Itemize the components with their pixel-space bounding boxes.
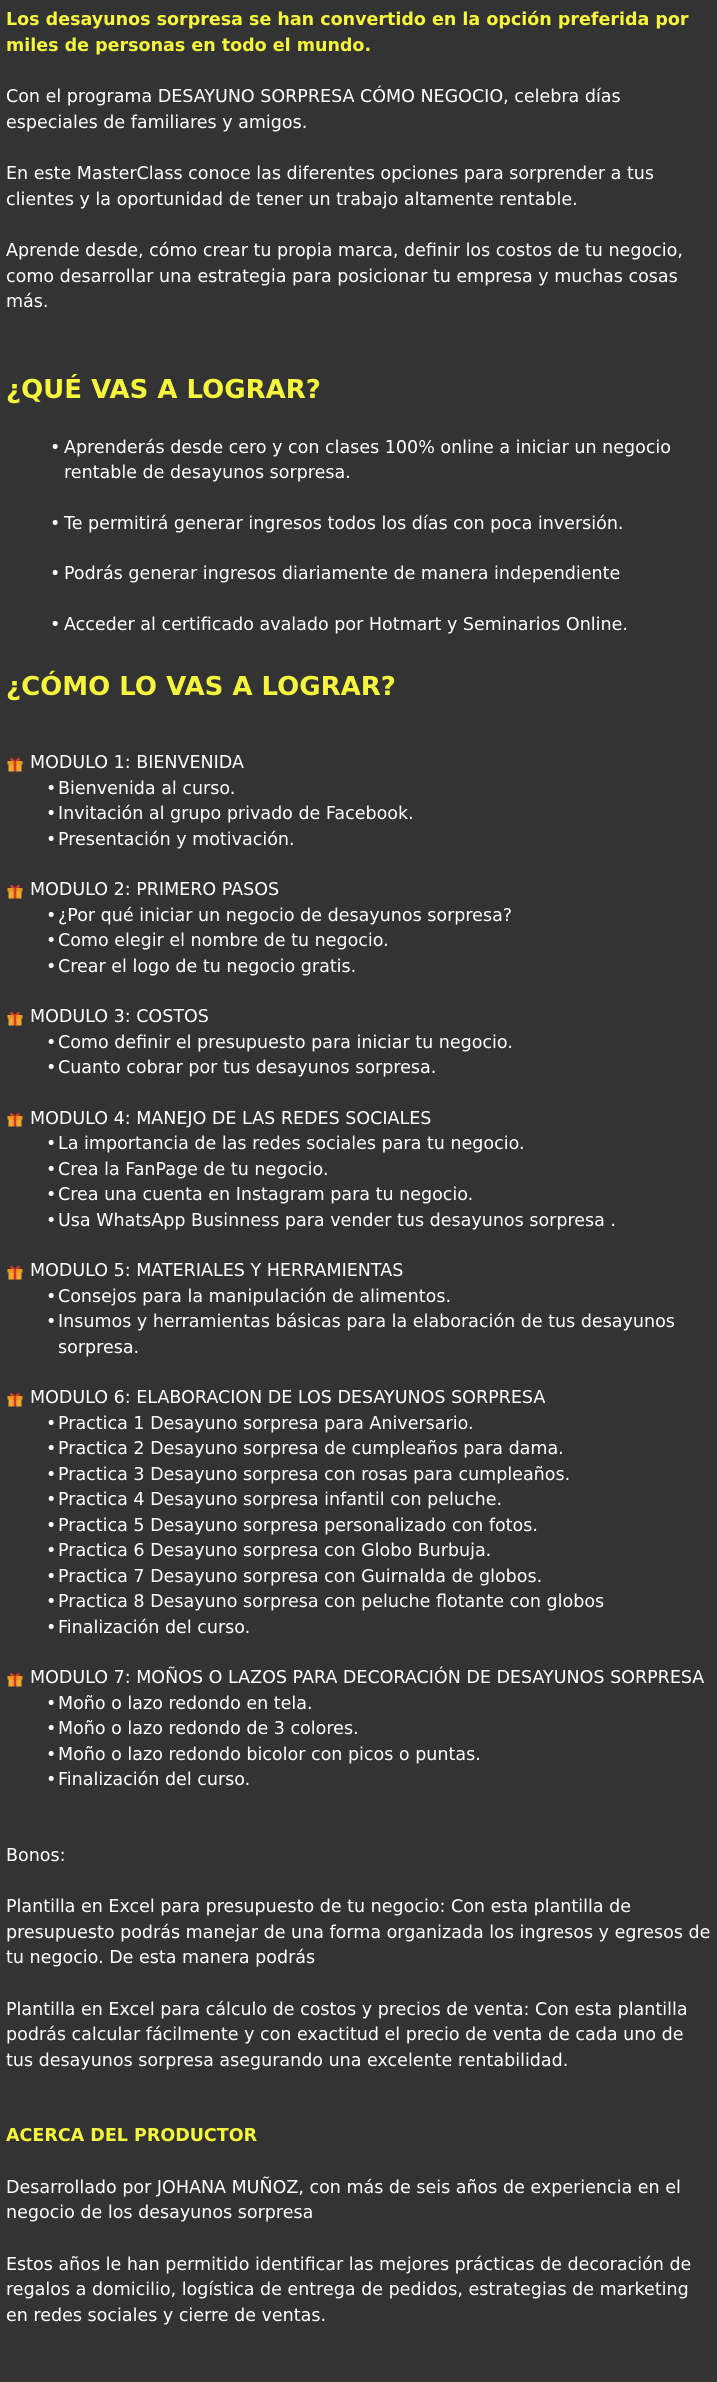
module-item: • Moño o lazo redondo bicolor con picos o puntas. [46,1743,711,1769]
gift-icon [6,1009,24,1027]
module-item: • Invitación al grupo privado de Facebook. [46,802,711,828]
intro-paragraph: Con el programa DESAYUNO SORPRESA CÓMO NEGOCIO, celebra días especiales de familiares y amigos. [6,87,621,133]
module-title: MODULO 7: MOÑOS O LAZOS PARA DECORACIÓN DE DESAYUNOS SORPRESA [30,1668,705,1688]
module-item: • Bienvenida al curso. [46,777,711,803]
module-item: • Insumos y herramientas básicas para la elaboración de tus desayunos sorpresa. [46,1310,711,1361]
module-item: • Crea la FanPage de tu negocio. [46,1158,711,1184]
module-item: • Practica 2 Desayuno sorpresa de cumpleaños para dama. [46,1437,711,1463]
module-title: MODULO 1: BIENVENIDA [30,753,244,773]
intro-paragraph: En este MasterClass conoce las diferentes opciones para sorprender a tus clientes y la oportunidad de tener un trabajo altamente rentable. [6,164,655,210]
module-item: • Practica 6 Desayuno sorpresa con Globo Burbuja. [46,1539,711,1565]
module-item: • Finalización del curso. [46,1616,711,1642]
module-title-row [6,1386,711,1412]
goals-list [6,436,711,639]
module-item: • Practica 5 Desayuno sorpresa personalizado con fotos. [46,1514,711,1540]
intro-paragraph: Aprende desde, cómo crear tu propia marca, definir los costos de tu negocio, como desarrollar una estrategia para posicionar tu empresa y muchas cosas más. [6,241,683,312]
producer-paragraph: Desarrollado por JOHANA MUÑOZ, con más de seis años de experiencia en el negocio de los desayunos sorpresa [6,2177,681,2223]
module-title: MODULO 4: MANEJO DE LAS REDES SOCIALES [30,1108,432,1129]
bonus-item: Plantilla en Excel para cálculo de costos y precios de venta: Con esta plantilla podrás calcular fácilmente y con exactitud el precio de venta de cada uno de tus desayunos sorpresa asegurando una excelente rentabilidad. [6,1999,688,2071]
goals-heading: ¿QUÉ VAS A LOGRAR? [6,374,321,405]
intro-lead: Los desayunos sorpresa se han convertido en la opción preferida por miles de personas en todo el mundo. [6,10,689,56]
goal-item: • Acceder al certificado avalado por Hotmart y Seminarios Online. [50,613,711,639]
module-item: • Moño o lazo redondo de 3 colores. [46,1717,711,1743]
module-item: • La importancia de las redes sociales para tu negocio. [46,1132,711,1158]
module-title-row [6,1005,711,1031]
module-block [6,751,711,853]
gift-icon [6,882,24,900]
module-block [6,1259,711,1361]
module-block [6,878,711,980]
module-title: MODULO 5: MATERIALES Y HERRAMIENTAS [30,1261,404,1281]
gift-icon [6,1390,24,1408]
module-item: • Como definir el presupuesto para iniciar tu negocio. [46,1031,711,1057]
module-item: • Usa WhatsApp Businness para vender tus desayunos sorpresa . [46,1209,711,1235]
module-items [6,1412,711,1642]
module-title: MODULO 6: ELABORACION DE LOS DESAYUNOS SORPRESA [30,1388,546,1408]
module-block [6,1386,711,1641]
goal-item: • Podrás generar ingresos diariamente de manera independiente [50,562,711,588]
module-title: MODULO 2: PRIMERO PASOS [30,880,280,900]
gift-icon [6,1110,24,1128]
gift-icon [6,755,24,773]
module-item: • Consejos para la manipulación de alimentos. [46,1285,711,1311]
module-item: • Crea una cuenta en Instagram para tu negocio. [46,1183,711,1209]
module-item: • Crear el logo de tu negocio gratis. [46,955,711,981]
module-title-row [6,1107,711,1133]
producer-paragraph: Estos años le han permitido identificar las mejores prácticas de decoración de regalos a domicilio, logística de entrega de pedidos, estrategias de marketing en redes sociales y cierre de ventas. [6,2254,692,2326]
module-title-row [6,1666,711,1692]
module-items [6,1031,711,1082]
module-item: • Finalización del curso. [46,1768,711,1794]
module-block [6,1107,711,1235]
module-items [6,777,711,854]
how-section [6,671,711,1794]
producer-heading: ACERCA DEL PRODUCTOR [6,2126,258,2146]
module-item: • Practica 7 Desayuno sorpresa con Guirnalda de globos. [46,1565,711,1591]
module-title-row [6,1259,711,1285]
module-item: • Moño o lazo redondo en tela. [46,1692,711,1718]
goal-item: • Te permitirá generar ingresos todos los días con poca inversión. [50,512,711,538]
module-title: MODULO 3: COSTOS [30,1007,209,1027]
module-block [6,1005,711,1082]
how-heading: ¿CÓMO LO VAS A LOGRAR? [6,672,396,702]
module-item: • Presentación y motivación. [46,828,711,854]
module-items [6,1692,711,1794]
module-item: • Cuanto cobrar por tus desayunos sorpresa. [46,1056,711,1082]
module-item: • Practica 4 Desayuno sorpresa infantil con peluche. [46,1488,711,1514]
module-items [6,904,711,981]
module-item: • ¿Por qué iniciar un negocio de desayunos sorpresa? [46,904,711,930]
module-item: • Practica 8 Desayuno sorpresa con peluche flotante con globos [46,1590,711,1616]
module-item: • Practica 3 Desayuno sorpresa con rosas para cumpleaños. [46,1463,711,1489]
gift-icon [6,1670,24,1688]
producer-section [6,2124,711,2329]
module-title-row [6,878,711,904]
intro-section [6,8,711,316]
module-items [6,1132,711,1234]
bonus-heading: Bonos: [6,1845,66,1866]
module-title-row [6,751,711,777]
gift-icon [6,1263,24,1281]
module-item: • Practica 1 Desayuno sorpresa para Aniversario. [46,1412,711,1438]
bonus-section [6,1844,711,2075]
module-item: • Como elegir el nombre de tu negocio. [46,929,711,955]
goals-section [6,374,711,639]
modules-list [6,751,711,1794]
module-block [6,1666,711,1794]
goal-item: • Aprenderás desde cero y con clases 100% online a iniciar un negocio rentable de desayunos sorpresa. [50,436,711,487]
bonus-item: Plantilla en Excel para presupuesto de tu negocio: Con esta plantilla de presupuesto podrás manejar de una forma organizada los ingresos y egresos de tu negocio. De esta manera podrás [6,1897,711,1968]
module-items [6,1285,711,1362]
